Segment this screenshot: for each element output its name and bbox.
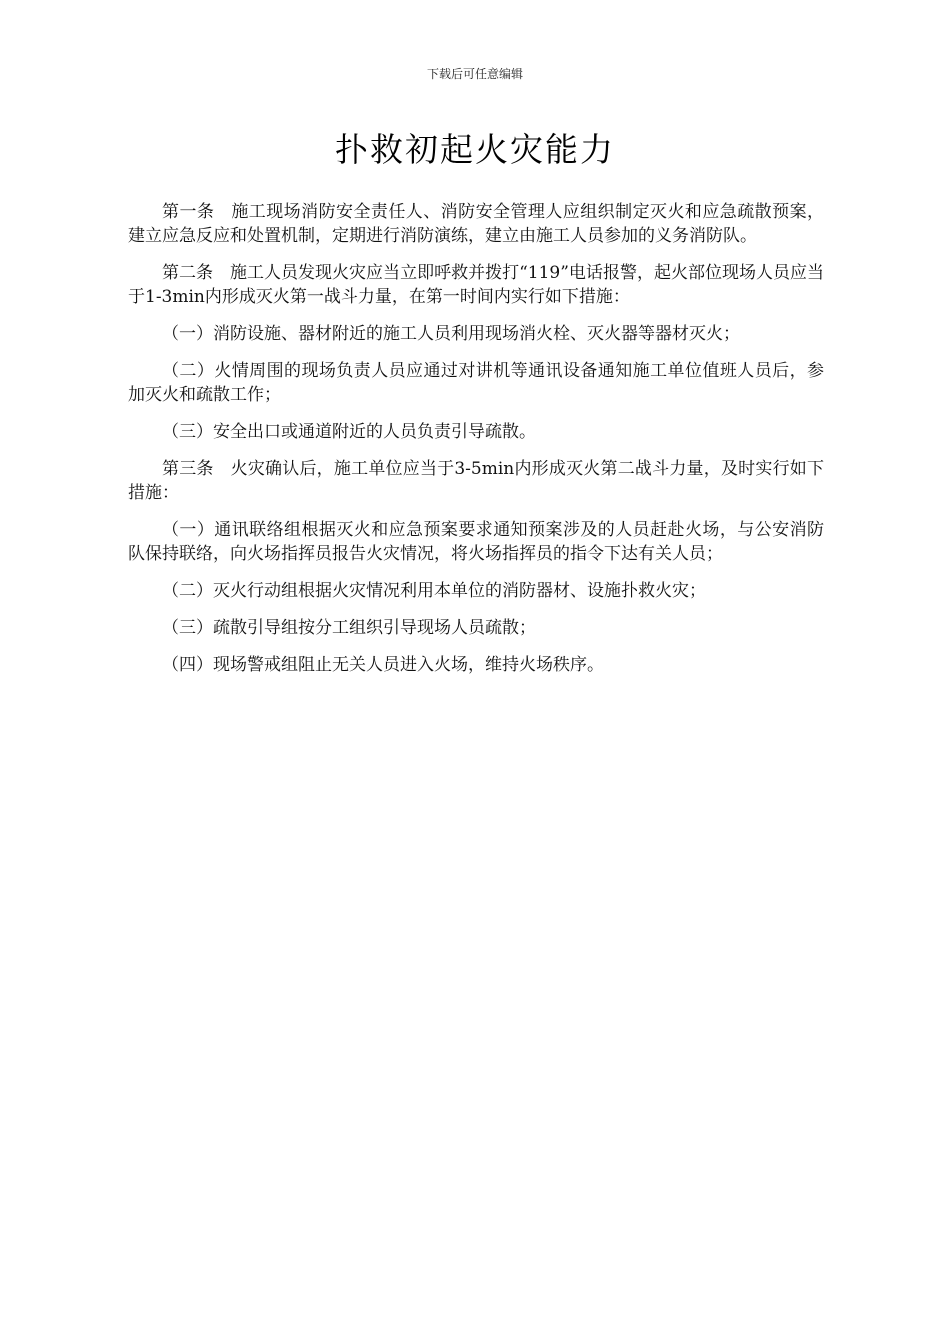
article-3-item-2 <box>128 579 824 603</box>
paragraph-text: （四）现场警戒组阻止无关人员进入火场，维持火场秩序。 <box>162 655 604 675</box>
article-2-item-3 <box>128 420 824 444</box>
paragraph-text: （一）消防设施、器材附近的施工人员利用现场消火栓、灭火器等器材灭火； <box>162 324 740 344</box>
article-1-paragraph <box>128 200 824 248</box>
paragraph-text: （二）火情周围的现场负责人员应通过对讲机等通讯设备通知施工单位值班人员后，参加灭火和疏散工作； <box>128 361 824 405</box>
article-2-item-1 <box>128 322 824 346</box>
paragraph-text: （三）安全出口或通道附近的人员负责引导疏散。 <box>162 422 536 442</box>
article-2-paragraph <box>128 261 824 309</box>
paragraph-text: 火灾确认后，施工单位应当于3-5min内形成灭火第二战斗力量，及时实行如下措施： <box>128 459 825 503</box>
paragraph-text: （二）灭火行动组根据火灾情况利用本单位的消防器材、设施扑救火灾； <box>162 581 706 601</box>
page-header-note: 下载后可任意编辑 <box>426 67 523 81</box>
article-label: 第三条 <box>162 459 214 479</box>
paragraph-text: （三）疏散引导组按分工组织引导现场人员疏散； <box>162 618 536 638</box>
article-3-item-4 <box>128 653 824 677</box>
article-3-item-3 <box>128 616 824 640</box>
paragraph-text: （一）通讯联络组根据灭火和应急预案要求通知预案涉及的人员赶赴火场，与公安消防队保持联络，向火场指挥员报告火灾情况，将火场指挥员的指令下达有关人员； <box>128 520 824 564</box>
article-label: 第二条 <box>162 263 214 283</box>
article-3-paragraph <box>128 457 824 505</box>
document-title: 扑救初起火灾能力 <box>335 130 615 169</box>
article-label: 第一条 <box>162 202 215 222</box>
article-3-item-1 <box>128 518 824 566</box>
document-body <box>128 200 824 690</box>
paragraph-text: 施工人员发现火灾应当立即呼救并拨打“119”电话报警，起火部位现场人员应当于1-3min内形成灭火第一战斗力量，在第一时间内实行如下措施： <box>128 263 825 307</box>
paragraph-text: 施工现场消防安全责任人、消防安全管理人应组织制定灭火和应急疏散预案，建立应急反应和处置机制，定期进行消防演练，建立由施工人员参加的义务消防队。 <box>128 202 825 246</box>
article-2-item-2 <box>128 359 824 407</box>
